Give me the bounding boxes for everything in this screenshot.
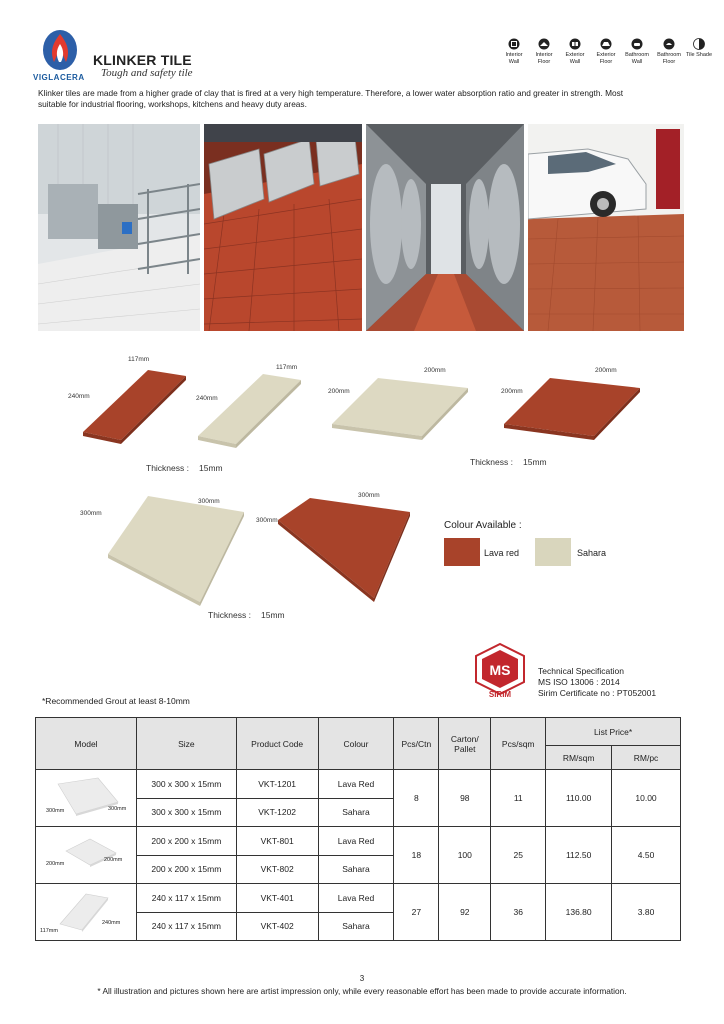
brand-name: VIGLACERA: [33, 73, 85, 82]
tile-width-label: 300mm: [358, 492, 380, 499]
thumb-dim: 200mm: [104, 857, 123, 863]
thumb-dim: 200mm: [46, 861, 65, 867]
cell-code: VKT-1202: [236, 798, 318, 827]
photo-industrial-kitchen: [38, 124, 200, 331]
tile-width-label: 117mm: [276, 364, 298, 371]
technical-specification: [538, 666, 656, 699]
tile-sahara-300x300: [104, 494, 254, 614]
exterior-floor-icon: [598, 38, 614, 50]
cell-pcs-ctn: 27: [394, 884, 439, 941]
swatch-label: Lava red: [484, 548, 520, 558]
interior-floor-icon: [536, 38, 552, 50]
colours-title: Colour Available :: [444, 520, 522, 531]
intro-text: Klinker tiles are made from a higher grade of clay that is fired at a very high temperature. Therefore, a lower water absorption ratio and greater in strength. Most suitable for industrial flooring, workshops, kitchens and heavy duty areas.: [38, 88, 624, 109]
header-rm-sqm: RM/sqm: [546, 746, 612, 770]
tile-sahara-117x240: [193, 368, 308, 450]
cell-size: 300 x 300 x 15mm: [137, 770, 237, 799]
header-product-code: Product Code: [236, 718, 318, 770]
cell-carton: 92: [439, 884, 491, 941]
usage-label: Bathroom Floor: [657, 52, 681, 65]
cell-colour: Sahara: [318, 798, 394, 827]
table-row: [36, 827, 681, 856]
cell-rm-pc: 10.00: [612, 770, 681, 827]
tile-height-label: 200mm: [501, 388, 523, 395]
tile-height-label: 300mm: [256, 517, 278, 524]
photo-red-tile-workshop: [204, 124, 362, 331]
header-size: Size: [137, 718, 237, 770]
cell-rm-pc: 3.80: [612, 884, 681, 941]
tile-lava-red-300x300: [274, 494, 424, 614]
interior-wall-icon: [506, 38, 522, 50]
thumb-dim: 117mm: [40, 928, 58, 934]
tile-lava-red-200x200: [498, 372, 648, 454]
cell-pcs-sqm: 36: [491, 884, 546, 941]
cell-size: 240 x 117 x 15mm: [137, 884, 237, 913]
header-colour: Colour: [318, 718, 394, 770]
tile-sahara-200x200: [326, 372, 476, 454]
table-row: [36, 770, 681, 799]
page-subtitle: Tough and safety tile: [101, 67, 193, 79]
tile-width-label: 200mm: [424, 367, 446, 374]
header-model: Model: [36, 718, 137, 770]
cell-colour: Lava Red: [318, 770, 394, 799]
cell-code: VKT-801: [236, 827, 318, 856]
cell-size: 200 x 200 x 15mm: [137, 827, 237, 856]
table-row: [36, 884, 681, 913]
thumb-dim: 300mm: [46, 808, 65, 814]
usage-label: Tile Shade: [685, 52, 713, 58]
photo-garage-car: [528, 124, 684, 331]
cell-colour: Sahara: [318, 855, 394, 884]
cell-carton: 98: [439, 770, 491, 827]
tile-height-label: 200mm: [328, 388, 350, 395]
thickness-label: Thickness : 15mm: [208, 610, 285, 620]
cell-rm-sqm: 110.00: [546, 770, 612, 827]
badge-sirim-text: SIRIM: [488, 690, 512, 699]
swatch-sahara: [535, 538, 571, 566]
usage-exterior-wall: [561, 38, 589, 65]
model-thumbnail: [36, 827, 137, 884]
spec-line: MS ISO 13006 : 2014: [538, 677, 620, 687]
thumb-dim: 300mm: [108, 806, 127, 812]
cell-colour: Lava Red: [318, 884, 394, 913]
sirim-certification-logo: [470, 642, 530, 704]
cell-code: VKT-1201: [236, 770, 318, 799]
tile-height-label: 240mm: [68, 393, 90, 400]
cell-size: 300 x 300 x 15mm: [137, 798, 237, 827]
header-pcs-ctn: Pcs/Ctn: [394, 718, 439, 770]
usage-exterior-floor: [592, 38, 620, 65]
model-thumbnail: [36, 770, 137, 827]
cell-pcs-sqm: 25: [491, 827, 546, 884]
usage-label: Exterior Floor: [596, 52, 616, 65]
tile-width-label: 300mm: [198, 498, 220, 505]
spec-line: Sirim Certificate no : PT052001: [538, 688, 657, 698]
tile-height-label: 300mm: [80, 510, 102, 517]
viglacera-logo: [34, 28, 86, 74]
cell-colour: Sahara: [318, 912, 394, 941]
cell-carton: 100: [439, 827, 491, 884]
photo-winery-corridor: [366, 124, 524, 331]
tile-height-label: 240mm: [196, 395, 218, 402]
badge-ms-text: MS: [489, 662, 511, 678]
usage-label: Interior Floor: [535, 52, 553, 65]
page-title: KLINKER TILE: [93, 52, 192, 68]
usage-interior-wall: [500, 38, 528, 65]
usage-label: Bathroom Wall: [625, 52, 649, 65]
price-table: [35, 717, 681, 941]
cell-colour: Lava Red: [318, 827, 394, 856]
footer-disclaimer: * All illustration and pictures shown here are artist impression only, while every reasonable effort has been made to provide accurate information.: [97, 986, 627, 996]
usage-bathroom-wall: [623, 38, 651, 65]
swatch-label: Sahara: [577, 548, 607, 558]
grout-note: *Recommended Grout at least 8-10mm: [42, 696, 190, 706]
usage-label: Interior Wall: [505, 52, 523, 65]
exterior-wall-icon: [567, 38, 583, 50]
cell-rm-sqm: 136.80: [546, 884, 612, 941]
cell-pcs-sqm: 11: [491, 770, 546, 827]
usage-tile-shade: [685, 38, 713, 59]
header-list-price: List Price*: [546, 718, 681, 746]
cell-code: VKT-802: [236, 855, 318, 884]
cell-pcs-ctn: 18: [394, 827, 439, 884]
model-thumbnail: [36, 884, 137, 941]
tile-width-label: 200mm: [595, 367, 617, 374]
tile-shade-icon: [691, 38, 707, 50]
thumb-dim: 240mm: [102, 920, 121, 926]
header-carton-pallet: Carton/ Pallet: [439, 718, 491, 770]
thickness-label: Thickness : 15mm: [146, 463, 223, 473]
cell-pcs-ctn: 8: [394, 770, 439, 827]
thickness-label: Thickness : 15mm: [470, 457, 547, 467]
cell-rm-pc: 4.50: [612, 827, 681, 884]
cell-rm-sqm: 112.50: [546, 827, 612, 884]
usage-label: Exterior Wall: [565, 52, 585, 65]
cell-code: VKT-402: [236, 912, 318, 941]
usage-interior-floor: [530, 38, 558, 65]
tile-lava-red-117x240: [78, 364, 193, 446]
swatch-lava-red: [444, 538, 480, 566]
cell-size: 240 x 117 x 15mm: [137, 912, 237, 941]
bathroom-floor-icon: [661, 38, 677, 50]
cell-size: 200 x 200 x 15mm: [137, 855, 237, 884]
spec-line: Technical Specification: [538, 666, 624, 676]
page-number: 3: [359, 974, 365, 983]
bathroom-wall-icon: [629, 38, 645, 50]
cell-code: VKT-401: [236, 884, 318, 913]
tile-width-label: 117mm: [128, 356, 150, 363]
header-pcs-sqm: Pcs/sqm: [491, 718, 546, 770]
usage-bathroom-floor: [655, 38, 683, 65]
header-rm-pc: RM/pc: [612, 746, 681, 770]
